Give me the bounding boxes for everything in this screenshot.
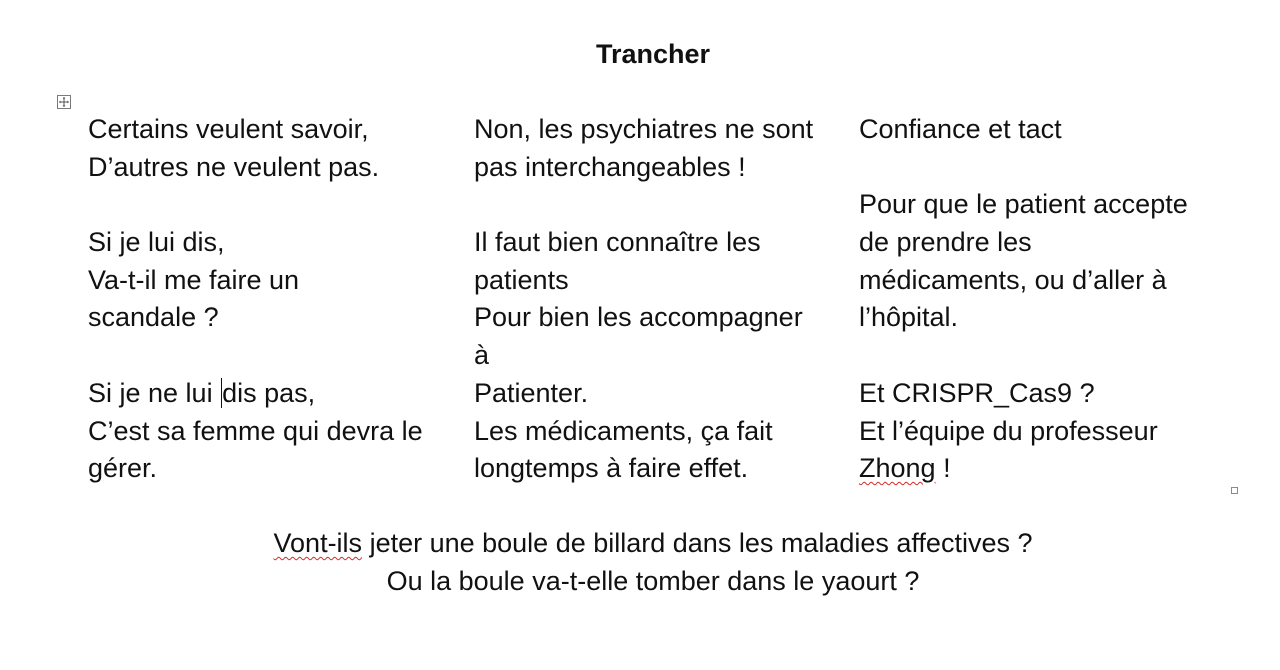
text-line: l’hôpital.: [859, 302, 959, 333]
conclusion-line-2: Ou la boule va-t-elle tomber dans le yaourt ?: [386, 565, 920, 596]
text-line: à: [474, 340, 490, 371]
text-line: Pour bien les accompagner: [474, 302, 803, 333]
text-line: D’autres ne veulent pas.: [88, 151, 380, 182]
text-line: Il faut bien connaître les: [474, 227, 761, 258]
text-line: de prendre les: [859, 227, 1032, 258]
text-line: Pour que le patient accepte: [859, 189, 1188, 220]
text-line: C’est sa femme qui devra le: [88, 415, 423, 446]
misspelled-word[interactable]: Zhong: [859, 453, 936, 484]
text-line: médicaments, ou d’aller à: [859, 264, 1167, 295]
text-after-caret: dis pas,: [222, 377, 316, 408]
text-line: pas interchangeables !: [474, 151, 746, 182]
text-line: Non, les psychiatres ne sont: [474, 114, 814, 144]
table-column-3: [859, 111, 1188, 488]
table-column-1: [88, 111, 423, 488]
text-line-with-caret[interactable]: [88, 375, 423, 413]
misspelled-word[interactable]: Vont-ils: [273, 528, 363, 558]
text-line: Et CRISPR_Cas9 ?: [859, 377, 1095, 408]
blank-line: [474, 186, 813, 224]
text-line: Certains veulent savoir,: [88, 114, 369, 144]
text-fragment: jeter une boule de billard dans les maladies affectives ?: [362, 528, 1033, 558]
blank-line: [88, 337, 423, 375]
text-fragment: !: [935, 453, 951, 484]
text-line: Si je lui dis,: [88, 227, 225, 258]
text-line: scandale ?: [88, 302, 219, 333]
text-line: Confiance et tact: [859, 114, 1062, 144]
blank-line: [88, 186, 423, 224]
text-before-caret: Si je ne lui: [88, 377, 221, 408]
text-line: Les médicaments, ça fait: [474, 415, 773, 446]
blank-line: [859, 149, 1188, 187]
table-move-handle-icon[interactable]: [57, 95, 71, 109]
text-line: patients: [474, 264, 569, 295]
conclusion-paragraph: [0, 525, 1280, 600]
table-resize-handle-icon[interactable]: [1231, 487, 1238, 494]
document-title: Trancher: [595, 39, 711, 69]
table-column-2: [474, 111, 813, 488]
text-line: longtemps à faire effet.: [474, 453, 749, 484]
blank-line: [859, 337, 1188, 375]
text-line: Va-t-il me faire un: [88, 264, 300, 295]
text-line: Patienter.: [474, 377, 589, 408]
text-line-spellcheck: [859, 450, 1188, 488]
text-line: Et l’équipe du professeur: [859, 415, 1158, 446]
text-line: gérer.: [88, 453, 158, 484]
conclusion-line-1: [0, 525, 1280, 563]
